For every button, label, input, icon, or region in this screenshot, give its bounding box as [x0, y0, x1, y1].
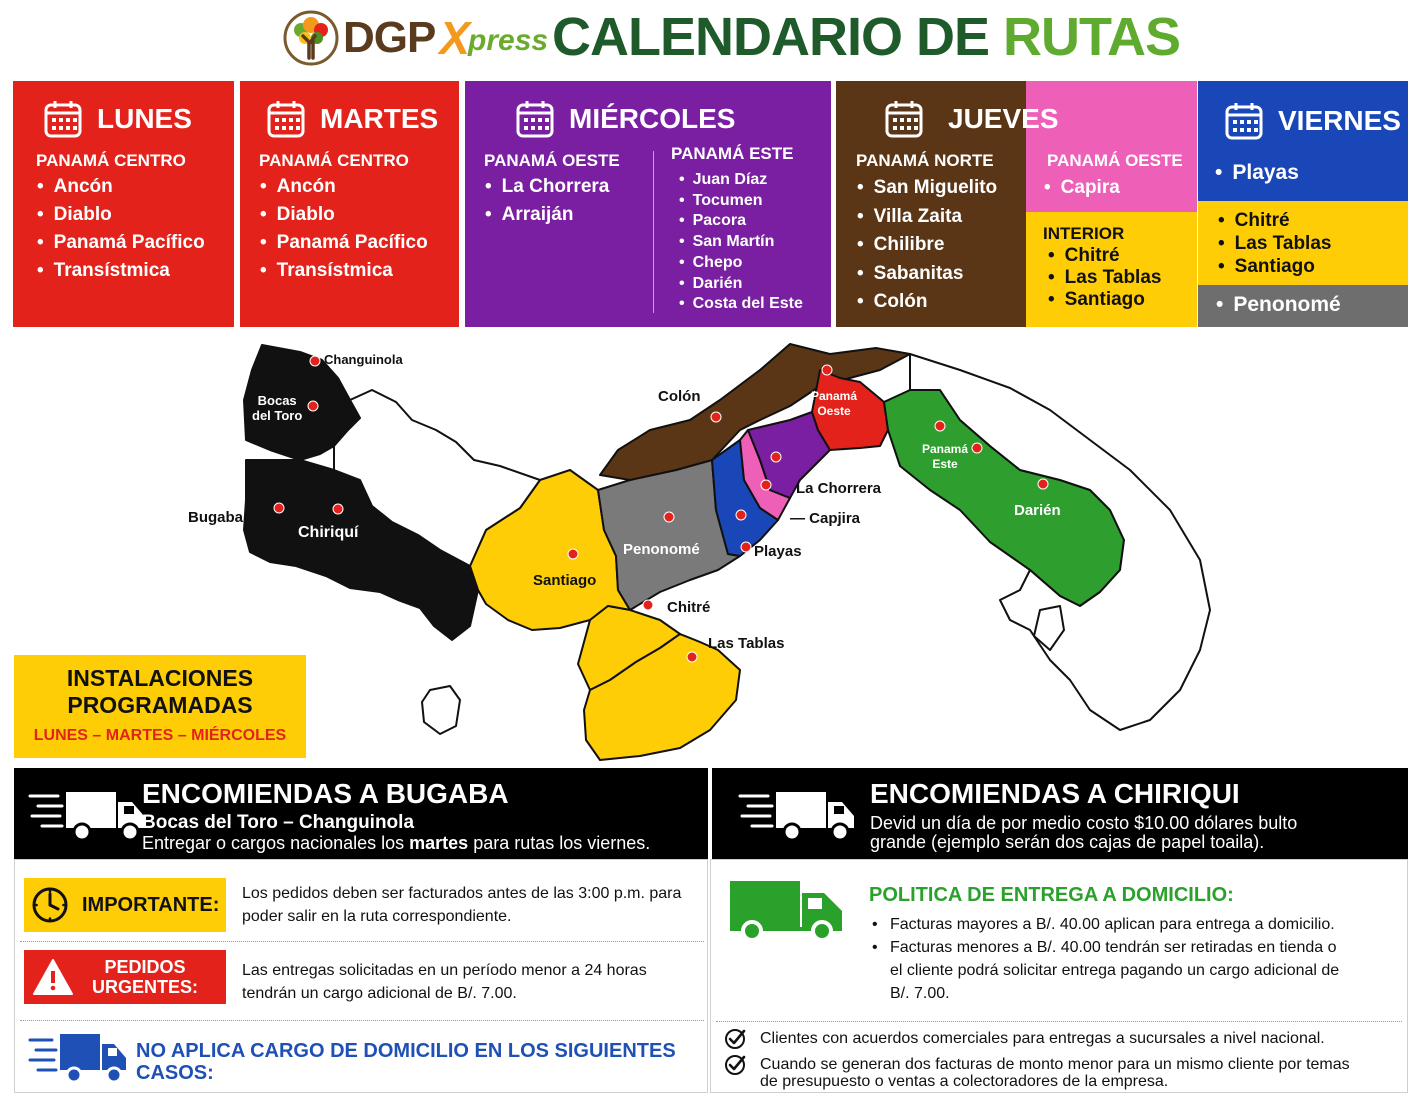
- pin-icon: [687, 652, 697, 662]
- map-label-santiago: Santiago: [533, 572, 597, 589]
- pin-icon: [1038, 479, 1048, 489]
- list-item: • Las Tablas: [1218, 232, 1331, 255]
- map-label-chitre: Chitré: [667, 599, 711, 616]
- pin-icon: [935, 421, 945, 431]
- zone-label: PANAMÁ OESTE: [484, 151, 620, 170]
- caso-item: Cuando se generan dos facturas de monto menor para un mismo cliente por temas de presupuesto o ventas a colectoradores de la empresa.: [724, 1056, 1364, 1090]
- stop-list: [485, 173, 609, 229]
- bugaba-bar: [14, 768, 708, 859]
- page-title: [552, 6, 1180, 68]
- day-title-miercoles: MIÉRCOLES: [515, 99, 735, 139]
- chiriqui-bar: [712, 768, 1408, 859]
- no-aplica-text: NO APLICA CARGO DE DOMICILIO EN LOS SIGUIENTES CASOS:: [136, 1040, 676, 1084]
- title-part-2: RUTAS: [1003, 7, 1181, 67]
- chiriqui-note: Devid un día de por medio costo $10.00 dólares bulto grande (ejemplo serán dos cajas de papel toaila).: [870, 813, 1298, 852]
- stop-list: [679, 170, 803, 315]
- pin-icon: [771, 452, 781, 462]
- blue-truck-icon: [28, 1030, 128, 1086]
- map-label-penonome: Penonomé: [623, 541, 700, 558]
- caso-item: Clientes con acuerdos comerciales para entregas a sucursales a nivel nacional.: [724, 1030, 1394, 1050]
- list-item: • Chilibre: [857, 231, 997, 260]
- pin-icon: [333, 504, 343, 514]
- divider: [653, 151, 654, 313]
- clock-icon: [30, 885, 70, 925]
- divider: [20, 1020, 704, 1021]
- calendar-icon: [266, 99, 306, 139]
- zone-label: PANAMÁ NORTE: [856, 151, 994, 170]
- bugaba-note: Entregar o cargos nacionales los martes para rutas los viernes.: [142, 833, 651, 853]
- stop-list: [1215, 159, 1299, 187]
- politica-title: POLITICA DE ENTREGA A DOMICILIO:: [869, 884, 1234, 906]
- map-label-panama-este: Panamá Este: [922, 442, 969, 471]
- list-item: • Colón: [857, 288, 997, 317]
- map-label-la-chorrera: La Chorrera: [796, 480, 882, 497]
- list-item: • Chitré: [1048, 245, 1161, 267]
- check-icon: [724, 1028, 746, 1050]
- installations-box: [14, 655, 306, 758]
- list-item: • Chepo: [679, 253, 803, 274]
- day-card-jueves: [836, 81, 1197, 327]
- installations-days: LUNES – MARTES – MIÉRCOLES: [33, 727, 287, 744]
- pin-icon: [310, 356, 320, 366]
- list-item: • Sabanitas: [857, 260, 997, 289]
- calendar-icon: [1224, 101, 1264, 141]
- list-item: • Diablo: [37, 201, 205, 229]
- stop-list: [260, 173, 428, 285]
- list-item: • Panamá Pacífico: [37, 229, 205, 257]
- logo-brand: DGP: [343, 13, 436, 62]
- bugaba-title: ENCOMIENDAS A BUGABA: [142, 778, 509, 809]
- list-item: • Panamá Pacífico: [260, 229, 428, 257]
- warning-icon: [32, 958, 74, 996]
- list-item: • Costa del Este: [679, 294, 803, 315]
- list-item: • San Miguelito: [857, 174, 997, 203]
- list-item: • Playas: [1215, 159, 1299, 187]
- list-item: • Diablo: [260, 201, 428, 229]
- map-label-darien: Darién: [1014, 502, 1061, 519]
- bugaba-subtitle: Bocas del Toro – Changuinola: [142, 812, 415, 833]
- day-title-lunes: LUNES: [43, 99, 192, 139]
- zone-label: PANAMÁ ESTE: [671, 144, 794, 163]
- list-item: • Penonomé: [1216, 291, 1341, 319]
- list-item: • Las Tablas: [1048, 267, 1161, 289]
- green-truck-icon: [728, 879, 846, 943]
- dgp-logo: [283, 10, 548, 66]
- calendar-icon: [43, 99, 83, 139]
- pin-icon: [972, 443, 982, 453]
- day-card-miercoles: [465, 81, 831, 327]
- pin-icon: [664, 512, 674, 522]
- delivery-truck-icon: [28, 788, 146, 844]
- stop-list: [1048, 245, 1161, 311]
- pin-icon: [822, 365, 832, 375]
- list-item: • Transístmica: [37, 257, 205, 285]
- map-label-colon: Colón: [658, 388, 701, 405]
- urgentes-label: PEDIDOS URGENTES:: [92, 957, 199, 997]
- island-coiba: [422, 686, 460, 734]
- calendar-icon: [515, 99, 555, 139]
- installations-title: INSTALACIONES PROGRAMADAS: [66, 665, 254, 718]
- pin-icon: [741, 542, 751, 552]
- day-title-viernes: VIERNES: [1224, 101, 1401, 141]
- delivery-truck-icon: [738, 788, 856, 844]
- zone-label: PANAMÁ CENTRO: [36, 151, 186, 170]
- day-title-martes: MARTES: [266, 99, 438, 139]
- pin-icon: [308, 401, 318, 411]
- list-item: • Capira: [1044, 174, 1120, 202]
- map-label-changuinola: Changuinola: [324, 352, 403, 367]
- pin-icon: [568, 549, 578, 559]
- importante-label: IMPORTANTE:: [82, 893, 220, 916]
- map-label-chiriqui: Chiriquí: [298, 524, 359, 541]
- pin-icon: [736, 510, 746, 520]
- day-card-viernes: [1198, 81, 1408, 327]
- urgentes-text: Las entregas solicitadas en un período menor a 24 horas tendrán un cargo adicional de B/. 7.00.: [242, 962, 647, 1002]
- pin-icon: [643, 600, 653, 610]
- list-item: • Pacora: [679, 211, 803, 232]
- chiriqui-title: ENCOMIENDAS A CHIRIQUI: [870, 778, 1240, 809]
- stop-list: [1218, 209, 1331, 278]
- list-item: • Darién: [679, 274, 803, 295]
- day-card-martes: [240, 81, 459, 327]
- tree-logo-icon: [283, 10, 339, 66]
- calendar-icon: [884, 99, 924, 139]
- stop-list: [37, 173, 205, 285]
- zone-label: PANAMÁ OESTE: [1047, 151, 1183, 170]
- list-item: • Santiago: [1218, 255, 1331, 278]
- day-title-jueves: JUEVES: [884, 99, 1059, 139]
- list-item: • Villa Zaita: [857, 203, 997, 232]
- pin-icon: [711, 412, 721, 422]
- map-label-panama-oeste: Panamá Oeste: [811, 389, 858, 418]
- stop-list: [1044, 174, 1120, 202]
- pin-icon: [761, 480, 771, 490]
- stop-list: [1216, 291, 1341, 319]
- list-item: • Chitré: [1218, 209, 1331, 232]
- list-item: • Tocumen: [679, 191, 803, 212]
- pin-icon: [274, 503, 284, 513]
- header: [0, 0, 1426, 78]
- map-label-bugaba: Bugaba: [188, 509, 244, 526]
- map-label-playas: Playas: [754, 543, 802, 560]
- importante-text: Los pedidos deben ser facturados antes de las 3:00 p.m. para poder salir en la ruta correspondiente.: [242, 885, 682, 925]
- logo-x: X: [439, 12, 471, 64]
- importante-tag: [24, 878, 226, 932]
- politica-list: [868, 913, 1388, 1005]
- day-card-lunes: [13, 81, 234, 327]
- map-label-capjira: — Capjira: [790, 510, 861, 527]
- list-item: • Santiago: [1048, 289, 1161, 311]
- divider: [716, 1021, 1402, 1022]
- map-label-las-tablas: Las Tablas: [708, 635, 785, 652]
- list-item: • Ancón: [260, 173, 428, 201]
- zone-label: PANAMÁ CENTRO: [259, 151, 409, 170]
- logo-suffix: press: [468, 24, 549, 57]
- list-item: • La Chorrera: [485, 173, 609, 201]
- urgentes-tag: [24, 950, 226, 1004]
- list-item: • San Martín: [679, 232, 803, 253]
- list-item: • Transístmica: [260, 257, 428, 285]
- list-item: • Facturas mayores a B/. 40.00 aplican para entrega a domicilio.: [868, 913, 1388, 936]
- list-item: • Arraiján: [485, 201, 609, 229]
- list-item: • Facturas menores a B/. 40.00 tendrán ser retiradas en tienda o el cliente podrá solicitar entrega pagando un cargo adicional de B/. 7.00.: [868, 936, 1348, 1005]
- divider: [20, 941, 704, 942]
- list-item: • Juan Díaz: [679, 170, 803, 191]
- title-part-1: CALENDARIO DE: [552, 7, 1004, 67]
- zone-label: INTERIOR: [1043, 224, 1125, 243]
- check-icon: [724, 1054, 746, 1076]
- list-item: • Ancón: [37, 173, 205, 201]
- map-label-bocas: Bocas del Toro: [252, 393, 303, 423]
- stop-list: [857, 174, 997, 317]
